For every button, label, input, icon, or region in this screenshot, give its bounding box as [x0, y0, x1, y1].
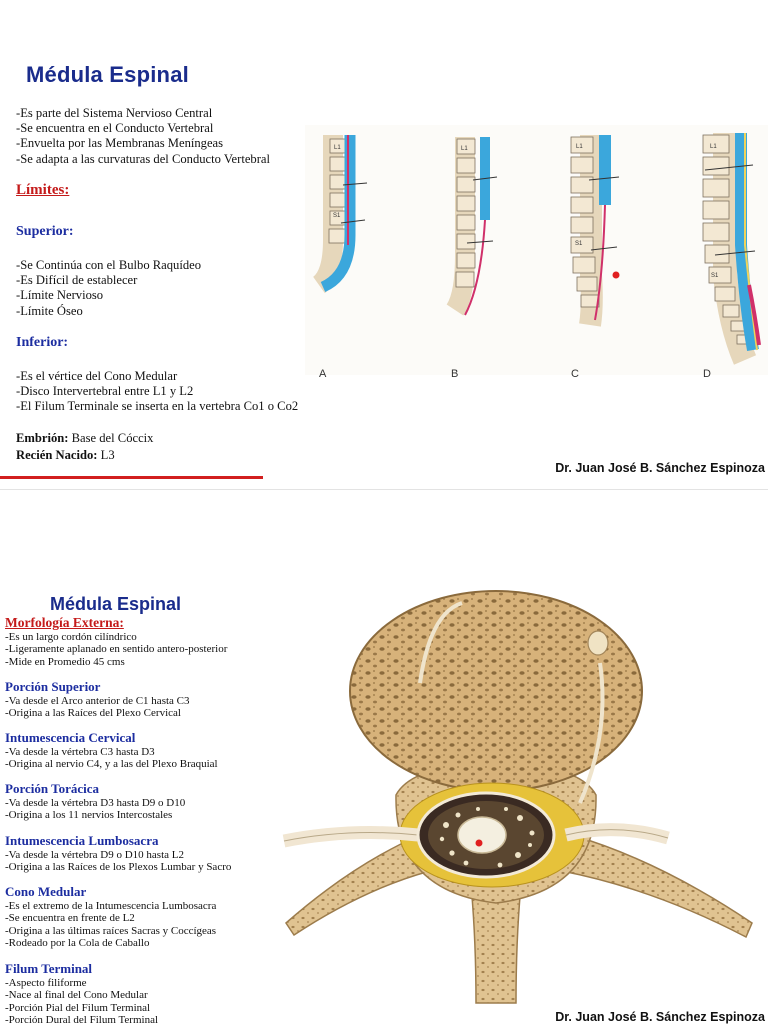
list-item: -Se encuentra en frente de L2 — [5, 912, 135, 925]
list-item: -Origina a las Raíces del Plexo Cervical — [5, 707, 181, 720]
author-credit: Dr. Juan José B. Sánchez Espinoza — [555, 461, 765, 475]
list-item: -Va desde la vértebra D9 o D10 hasta L2 — [5, 849, 184, 861]
accent-line — [0, 476, 263, 479]
morfologia-heading: Morfología Externa: — [5, 615, 124, 630]
list-item: -Mide en Promedio 45 cms — [5, 655, 125, 668]
age-limits — [16, 430, 153, 463]
spinal-development-figure — [305, 125, 768, 375]
figure-label-a: A — [319, 368, 327, 380]
inferior-list — [16, 369, 298, 415]
bullet-line: -Se encuentra en el Conducto Vertebral — [16, 121, 214, 136]
list-item: -Disco Intervertebral entre L1 y L2 — [16, 384, 194, 399]
list-item: -El Filum Terminale se inserta en la vertebra Co1 o Co2 — [16, 399, 299, 414]
figure-label-c: C — [571, 368, 579, 380]
recien-label: Recién Nacido: — [16, 447, 98, 462]
list-item: -Es Difícil de establecer — [16, 273, 138, 288]
superior-list — [16, 258, 201, 319]
list-item: -Porción Pial del Filum Terminal — [5, 1001, 151, 1014]
slide-2 — [0, 545, 768, 1024]
list-item: -Origina a las últimas raíces Sacras y Coccígeas — [5, 924, 217, 937]
porcion-toracica-heading: Porción Torácica — [5, 781, 100, 796]
inferior-heading: Inferior: — [16, 335, 69, 350]
list-item: -Límite Nervioso — [16, 288, 104, 303]
slide-gap — [0, 490, 768, 545]
list-item: -Ligeramente aplanado en sentido antero-posterior — [5, 643, 228, 656]
list-item: -Va desde la vértebra D3 hasta D9 o D10 — [5, 797, 186, 809]
porcion-superior-heading: Porción Superior — [5, 679, 101, 694]
slide-1 — [0, 0, 768, 490]
tag-l1-d: L1 — [710, 144, 717, 150]
list-item: -Es el extremo de la Intumescencia Lumbosacra — [5, 900, 217, 912]
author-credit: Dr. Juan José B. Sánchez Espinoza — [555, 1010, 765, 1024]
cono-medular-heading: Cono Medular — [5, 884, 87, 899]
tag-l1-c: L1 — [576, 144, 583, 150]
list-item: -Rodeado por la Cola de Caballo — [5, 936, 150, 949]
porcion-superior-list — [5, 695, 190, 720]
superior-heading: Superior: — [16, 224, 74, 239]
embrion-line — [16, 430, 153, 447]
list-item: -Se Continúa con el Bulbo Raquídeo — [16, 258, 202, 272]
recien-value: L3 — [97, 447, 115, 462]
bullet-line: -Se adapta a las curvaturas del Conducto Vertebral — [16, 151, 270, 166]
vertebra-cross-section-illustration — [280, 573, 768, 1015]
list-item: -Límite Óseo — [16, 303, 83, 318]
list-item: -Va desde la vértebra C3 hasta D3 — [5, 746, 155, 758]
list-item: -Aspecto filiforme — [5, 977, 87, 989]
tag-s1-c: S1 — [575, 241, 583, 247]
slide-title: Médula Espinal — [26, 62, 189, 87]
intumescencia-cervical-heading: Intumescencia Cervical — [5, 730, 136, 745]
embrion-label: Embrión: — [16, 431, 69, 445]
bullet-line: -Es parte del Sistema Nervioso Central — [16, 106, 213, 120]
limites-heading: Límites: — [16, 182, 70, 198]
figure-label-b: B — [451, 368, 459, 380]
tag-s1-a: S1 — [333, 213, 341, 219]
list-item: -Origina a los 11 nervios Intercostales — [5, 809, 173, 822]
list-item: -Nace al final del Cono Medular — [5, 989, 148, 1002]
embrion-value: Base del Cóccix — [68, 431, 154, 445]
slide-divider — [0, 489, 768, 490]
list-item: -Va desde el Arco anterior de C1 hasta C3 — [5, 695, 190, 707]
intro-bullets — [16, 106, 270, 167]
tag-l1-a: L1 — [334, 145, 341, 151]
slide-title: Médula Espinal — [50, 594, 182, 614]
morfologia-list — [5, 631, 227, 668]
recien-line — [16, 447, 153, 464]
tag-s1-d: S1 — [711, 273, 719, 279]
intumescencia-lumbosacra-heading: Intumescencia Lumbosacra — [5, 833, 159, 848]
filum-terminal-list — [5, 977, 158, 1024]
intumescencia-cervical-list — [5, 746, 218, 771]
list-item: -Es el vértice del Cono Medular — [16, 369, 178, 383]
porcion-toracica-list — [5, 797, 185, 822]
list-item: -Origina a las Raíces de los Plexos Lumbar y Sacro — [5, 861, 232, 874]
tag-l1-b: L1 — [461, 146, 468, 152]
cono-medular-list — [5, 900, 216, 949]
list-item: -Origina al nervio C4, y a las del Plexo Braquial — [5, 758, 218, 771]
figure-label-d: D — [703, 368, 711, 380]
filum-terminal-heading: Filum Terminal — [5, 961, 93, 976]
list-item: -Es un largo cordón cilíndrico — [5, 631, 137, 643]
intumescencia-lumbosacra-list — [5, 849, 231, 874]
bullet-line: -Envuelta por las Membranas Meníngeas — [16, 136, 224, 151]
list-item: -Porción Dural del Filum Terminal — [5, 1013, 159, 1024]
